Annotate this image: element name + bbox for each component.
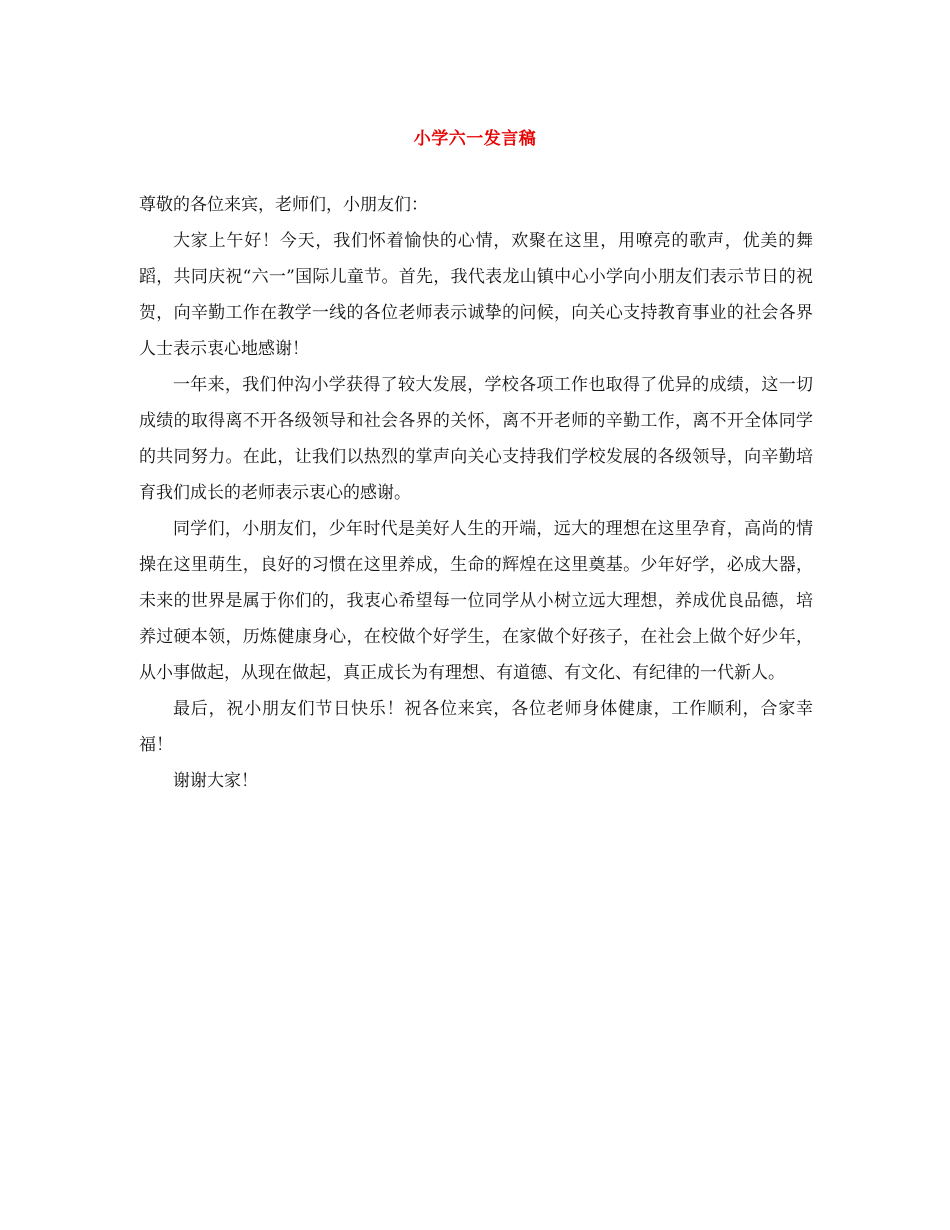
paragraph-greeting: 大家上午好！今天，我们怀着愉快的心情，欢聚在这里，用嘹亮的歌声，优美的舞蹈，共同庆祝“六一”国际儿童节。首先，我代表龙山镇中心小学向小朋友们表示节日的祝贺，向辛勤工作在教学一线的各位老师表示诚挚的问候，向关心支持教育事业的社会各界人士表示衷心地感谢！	[139, 231, 813, 359]
paragraph-achievements: 一年来，我们仲沟小学获得了较大发展，学校各项工作也取得了优异的成绩，这一切成绩的取得离不开各级领导和社会各界的关怀，离不开老师的辛勤工作，离不开全体同学的共同努力。在此，让我们以热烈的掌声向关心支持我们学校发展的各级领导，向辛勤培育我们成长的老师表示衷心的感谢。	[139, 375, 813, 503]
document-body	[139, 187, 813, 799]
paragraph-thanks: 谢谢大家！	[173, 771, 258, 791]
document-title: 小学六一发言稿	[413, 129, 537, 149]
salutation: 尊敬的各位来宾，老师们，小朋友们：	[139, 195, 428, 215]
paragraph-wishes: 最后，祝小朋友们节日快乐！祝各位来宾，各位老师身体健康，工作顺利，合家幸福！	[139, 699, 813, 755]
paragraph-encouragement: 同学们，小朋友们，少年时代是美好人生的开端，远大的理想在这里孕育，高尚的情操在这里萌生，良好的习惯在这里养成，生命的辉煌在这里奠基。少年好学，必成大器，未来的世界是属于你们的，我衷心希望每一位同学从小树立远大理想，养成优良品德，培养过硬本领，历炼健康身心，在校做个好学生，在家做个好孩子，在社会上做个好少年，从小事做起，从现在做起，真正成长为有理想、有道德、有文化、有纪律的一代新人。	[139, 519, 813, 683]
